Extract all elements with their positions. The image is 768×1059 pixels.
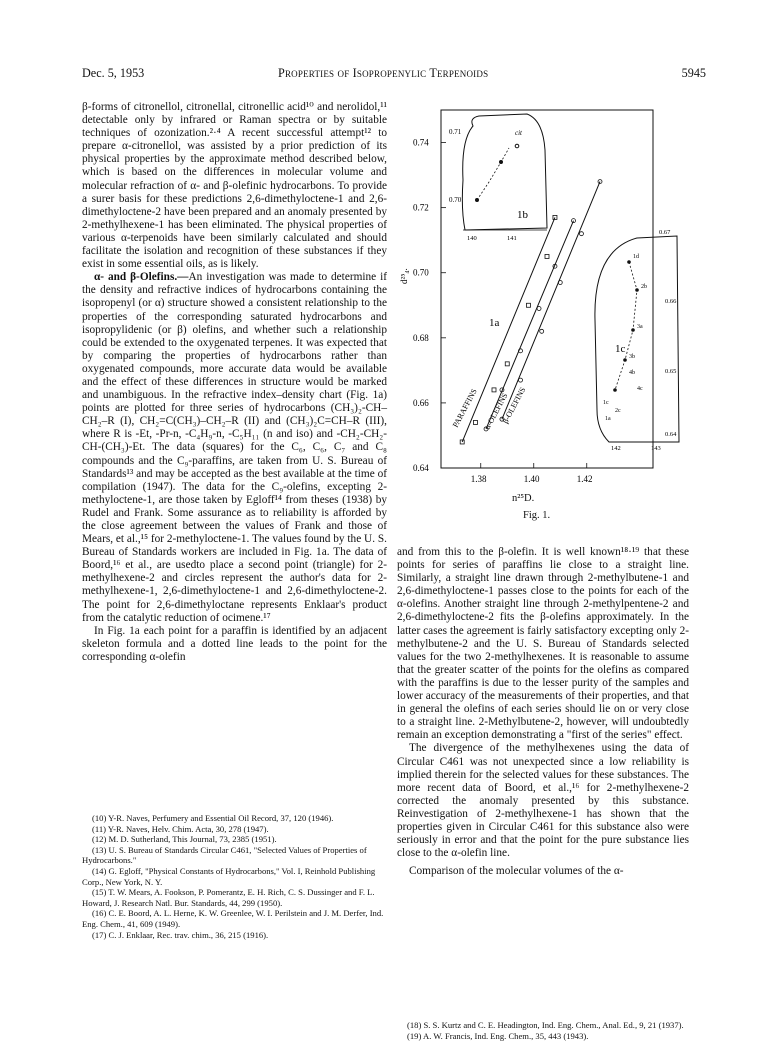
data-point (579, 232, 583, 236)
inset-tick: 142 (611, 445, 621, 452)
footnote: (17) C. J. Enklaar, Rec. trav. chim., 36, 215 (1916). (92, 929, 269, 940)
plot-frame (441, 110, 653, 468)
data-point (627, 260, 631, 264)
series-points (460, 180, 602, 444)
inset-tick: 0.64 (665, 431, 677, 438)
inset-point-label: 3a (637, 324, 643, 330)
data-point (519, 378, 523, 382)
data-point (537, 307, 541, 311)
data-point (526, 303, 530, 307)
footnotes-right (397, 1020, 689, 1041)
inset-tick: 0.70 (449, 196, 462, 204)
inset-point-label: 1d (633, 254, 639, 260)
data-point (635, 288, 639, 292)
figure-1 (397, 90, 689, 530)
data-point (540, 329, 544, 333)
paragraph (82, 271, 387, 625)
header-date: Dec. 5, 1953 (82, 66, 145, 80)
panel-label-1b: 1b (517, 209, 528, 221)
footnote: (19) A. W. Francis, Ind. Eng. Chem., 35, 443 (1943). (407, 1030, 589, 1041)
x-axis-ticks (471, 463, 593, 484)
right-column (397, 546, 689, 878)
inset-point-label: 1c (603, 400, 609, 406)
footnote: (18) S. S. Kurtz and C. E. Headington, Ind. Eng. Chem., Anal. Ed., 9, 21 (1937). (407, 1020, 684, 1030)
series-lines (462, 182, 600, 442)
panel-label-1a: 1a (489, 317, 500, 329)
footnote: (12) M. D. Sutherland, This Journal, 73, 2385 (1951). (92, 834, 277, 845)
section-heading: α- and β-Olefins.— (94, 271, 189, 284)
paragraph: Comparison of the molecular volumes of the α- (409, 865, 624, 878)
header-page-number: 5945 (681, 66, 706, 80)
y-axis-label: d²⁵₄. (399, 268, 409, 284)
footnote: (11) Y-R. Naves, Helv. Chim. Acta, 30, 278 (1947). (92, 823, 269, 834)
inset-point-label: 3b (629, 354, 635, 360)
data-point (613, 388, 617, 392)
data-point (492, 388, 496, 392)
inset-1b-trend (477, 148, 509, 200)
y-tick-label: 0.68 (413, 332, 429, 343)
inset-point-label: 4c (637, 386, 643, 392)
inset-point-label: 2c (615, 408, 621, 414)
inset-tick: 0.65 (665, 368, 677, 375)
data-point (499, 160, 503, 164)
data-point (515, 144, 519, 148)
paragraph: and from this to the β-olefin. It is well known¹⁸·¹⁹ that these points for series of paraffins lie close to a straight line. Similarly, a straight line drawn through 2-methylbutene-1 and 2,6-dimethyloctene-1 passes close to the points for each of the α-olefins. Another straight line through 2-methylpentene-2 and 2,6-dimethyloctene-2 fits the β-olefins approximately. In the latter cases the agreement is fairly satisfactory excepting only 2-methylbutene-2 and the U. S. Bureau of Standards selected values for the two 2-methylhexenes. It is reasonable to assume that the greater scatter of the points for the olefins as compared with the paraffins is due to the lesser purity of the samples and lower accuracy of the measurements of their properties, and that in general the olefins of each series should lie on or very close to a straight line. 2-Methylbutene-2, however, will undoubtedly remain an exception demonstrating a "first of the series" effect. (397, 546, 689, 742)
y-tick-label: 0.72 (413, 202, 429, 213)
y-tick-label: 0.70 (413, 267, 429, 278)
inset-point-label: 2b (641, 284, 647, 290)
inset-tick: 0.67 (659, 229, 671, 236)
inset-tick: 0.71 (449, 128, 462, 136)
inset-point-label: 4b (629, 370, 635, 376)
data-point (631, 328, 635, 332)
inset-point-label: cit (515, 129, 522, 137)
y-tick-label: 0.74 (413, 137, 429, 148)
paragraph: The divergence of the methylhexenes using the data of Circular C461 was not unexpected since a low reliability is implied therein for the selected values for these substances. The more recent data of Boord, et al.,¹⁶ for 2-methylhexene-2 corrected the anomaly presented by this substance. Reinvestigation of 2-methylhexene-1 has shown that the properties given in Circular C461 for this substance also were seriously in error and that the point for the pure substance lies close to the α-olefin line. (397, 742, 689, 860)
inset-point-label: 1a (605, 416, 611, 422)
data-point (553, 215, 557, 219)
y-tick-label: 0.64 (413, 463, 429, 473)
inset-tick: 143 (651, 445, 661, 452)
footnotes-left (82, 813, 387, 940)
footnote: (13) U. S. Bureau of Standards Circular C461, "Selected Values of Properties of Hydrocarbons." (82, 844, 367, 866)
footnote: (10) Y-R. Naves, Perfumery and Essential Oil Record, 37, 120 (1946). (92, 813, 334, 823)
figure-caption: Fig. 1. (523, 510, 551, 521)
footnote: (15) T. W. Mears, A. Fookson, P. Pomerantz, E. H. Rich, C. S. Dussinger and F. L. Howard, J. Research Natl. Bur. Standards, 44, 299 (1950). (82, 887, 375, 908)
line-label-beta-olefins: β-OLEFINS (500, 385, 528, 425)
data-point (545, 254, 549, 258)
x-axis-label: n²⁵D. (512, 493, 535, 504)
header-title: Properties of Isopropenylic Terpenoids (278, 66, 489, 80)
paragraph: β-forms of citronellol, citronellal, citronellic acid¹⁰ and nerolidol,¹¹ detectable only by infrared or Raman spectra or by suitable techniques of ozonization.²·⁴ A recent successful attempt¹² to prepare α-citronellol, was assisted by a prior prediction of its physical properties by the approximate method described below, which is based on the differences in molecular volume and molecular refraction of α- and β-olefinic hydrocarbons. To provide a surer basis for these predictions 2,6-dimethyloctene-1 and 2,6-dimethyloctene-2 have been prepared and an anomaly presented by 2-methylhexene-1 has been eliminated. The physical properties of various α-terpenoids have been similarly calculated and should facilitate the isolation and recognition of these substances if they exist in some essential oils, as is likely. (82, 101, 387, 271)
x-tick-label: 1.40 (523, 474, 540, 484)
x-tick-label: 1.38 (470, 474, 487, 484)
figure-chart (397, 90, 689, 490)
data-point (473, 420, 477, 424)
line-label-alpha-olefins: α-OLEFINS (482, 391, 510, 431)
inset-1b-outline (462, 114, 547, 230)
panel-label-1c: 1c (615, 343, 626, 355)
y-tick-label: 0.66 (413, 397, 429, 408)
left-column (82, 101, 387, 664)
footnote: (16) C. E. Boord, A. L. Herne, K. W. Greenlee, W. I. Perilstein and J. M. Derfer, Ind. Eng. Chem., 41, 609 (1949). (82, 908, 384, 929)
paragraph: In Fig. 1a each point for a paraffin is identified by an adjacent skeleton formula and a dotted line leads to the point for the corresponding α-olefin (82, 624, 387, 663)
line-label-paraffins: PARAFFINS (450, 387, 479, 429)
data-point (505, 362, 509, 366)
inset-tick: 140 (467, 235, 477, 242)
inset-tick: 0.66 (665, 298, 677, 305)
data-point (475, 198, 479, 202)
footnote: (14) G. Egloff, "Physical Constants of Hydrocarbons," Vol. I, Reinhold Publishing Corp., New York, N. Y. (82, 865, 376, 887)
data-point (623, 358, 627, 362)
inset-tick: 141 (507, 235, 517, 242)
paragraph-text: An investigation was made to determine if the density and refractive indices of hydrocarbons containing the isopropenyl (or α) structure showed a consistent relationship to the properties of the corresponding saturated hydrocarbons and isopropylidenic (or β) olefins, and whether such a relationship could be extended to the oxygenated terpenes. It was expected that by comparing the properties of hydrocarbons rather than oxygenated compounds, more accurate data would be available and the effect of these differences in structure would be marked and unambiguous. In the refractive index–density chart (Fig. 1a) points are plotted for three series of hydrocarbons (CH₃)₂-CH–CH₂–R (I), CH₂=C(CH₃)–CH₂–R (II) and (CH₃)₂C=CH–R (III), where R is -Et, -Pr-n, -C₄H₉-n, -C₅H₁₁ (n and iso) and -CH₂-CH₂-CH-(CH₃)-Et. The data (squares) for the C₆, C₆, C₇ and C₈ compounds and the C₉-paraffins, are taken from U. S. Bureau of Standards¹³ and may be accepted as the best available at the time of compilation (1947). The data for the C₉-olefins, excepting 2-methyloctene-1, are those taken by Egloff¹⁴ from theses (1938) by Rudel and Frank. Some assurance as to reliability is afforded by the close agreement between the values of Frank and those of Mears, et al.,¹⁵ for 2-methyloctene-1. The values found by the U. S. Bureau of Standards workers are included in Fig. 1a. The data of Boord,¹⁶ et al., are usedto place a second point (triangle) for 2-methylhexene-2 and circles represent the author's data for 2-methylhexene-1, 2,6-dimethyloctene-1 and 2,6-dimethyloctene-2. The point for 2,6-dimethyloctane represents Enklaar's product from the catalytic reduction of ocimene.¹⁷ (82, 271, 387, 624)
inset-1c-outline (595, 236, 679, 442)
x-tick-label: 1.42 (576, 474, 593, 484)
